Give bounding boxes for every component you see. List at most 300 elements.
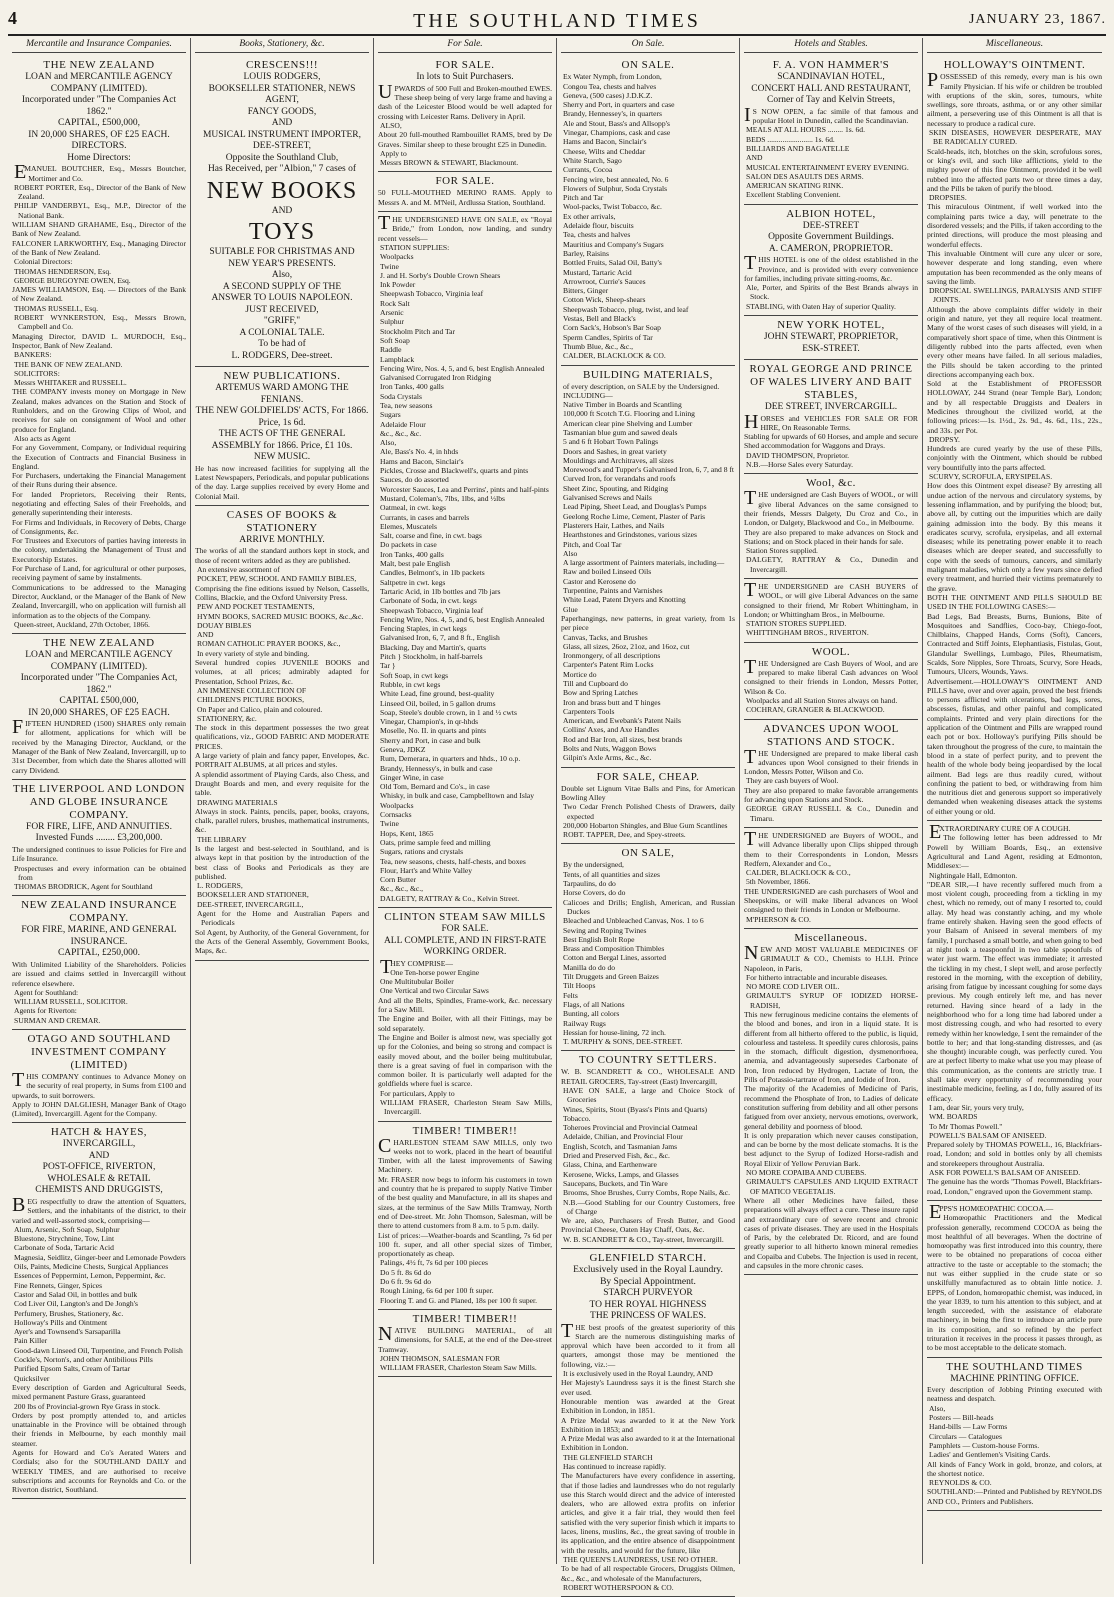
- ad-text: A Prize Medal was awarded to it at the New York Exhibition in 1853; and: [561, 1415, 735, 1434]
- ad-text: Bunting, all colors: [563, 1009, 620, 1019]
- ad-text: Kerosene, Wicks, Lamps, and Glasses: [563, 1169, 679, 1179]
- ad-text: Currants, in cases and barrels: [380, 512, 470, 522]
- ad-text: With Unlimited Liability of the Shareholders. Policies are issued and claims settled in Invercargill without reference elsewhere.: [12, 959, 186, 988]
- ad-text: THOMAS RUSSELL, Esq.: [14, 303, 98, 313]
- ad-subheading: ARTEMUS WARD AMONG THE FENIANS.: [215, 383, 349, 405]
- ad-text: Fencing wire, best annealed, No. 6: [563, 174, 669, 184]
- ad-text: 5 and 6 ft Hobart Town Palings: [563, 437, 659, 447]
- ad-text: THE COMPANY invests money on Mortgage in New Zealand, makes advances on the Station and Stock of Runholders, and on the Growing Clips of Wool, and receives for sale on consignment of Wool and other produce for England.: [12, 387, 186, 434]
- ad-subheading: In lots to Suit Purchasers.: [416, 72, 514, 83]
- ad-text: Rubble, in cwt kegs: [380, 679, 441, 689]
- ad-text: Glass, China, and Earthenware: [563, 1160, 657, 1170]
- ad-text: BANKERS:: [14, 350, 52, 360]
- ad-text: Cod Liver Oil, Langton's and De Jongh's: [14, 1299, 139, 1309]
- ad-text: Plasterers Hair, Lathes, and Nails: [563, 520, 665, 530]
- ad-text: They are also prepared to make advances on Stock and Stations; and on Stock placed in their hands for sale.: [744, 527, 918, 546]
- ad-text: Ale, Porter, and Spirits of the Best Brands always in Stock.: [746, 283, 918, 302]
- ad-text: Bitters, Ginger: [563, 286, 609, 296]
- ad-text: Hessian for house-lining, 72 inch.: [563, 1027, 666, 1037]
- ad-subheading: STARCH PURVEYOR: [603, 1288, 693, 1299]
- ad-text: ROMAN CATHOLIC PRAYER BOOKS, &c.,: [197, 639, 341, 649]
- ad-text: Carpenter's Patent Rim Locks: [563, 660, 654, 670]
- ad-text: Iron Tanks, 400 galls: [380, 549, 444, 559]
- ad-text: Good-dawn Linseed Oil, Turpentine, and French Polish: [14, 1345, 183, 1355]
- ad-text: Thumb Blue, &c., &c.,: [563, 341, 634, 351]
- ad-text: HYMN BOOKS, SACRED MUSIC BOOKS, &c.,&c.: [197, 611, 364, 621]
- ad-text: Sheepwash Tobacco, Virginia leaf: [380, 289, 484, 299]
- ad-text: J. and H. Sorby's Double Crown Shears: [380, 270, 501, 280]
- ad-text: &c., &c., &c.: [380, 428, 422, 438]
- ad-text: WM. BOARDS: [929, 1112, 978, 1122]
- ad-subheading: NEW BOOKS: [206, 177, 358, 204]
- ad-headline: THE SOUTHLAND TIMES: [946, 1360, 1083, 1373]
- ad-text: Candles, Belmont's, in 1lb packets: [380, 568, 485, 578]
- advertisement: [195, 506, 369, 961]
- ad-subheading: THE ACTS OF THE GENERAL ASSEMBLY for 1866. Price, £1 10s.: [211, 429, 353, 451]
- ad-text: Is the largest and best-selected in Southland, and is always kept in that position by the introduction of the best class of Books and Periodicals as they are published.: [195, 843, 369, 881]
- ad-text: Double set Lignum Vitae Balls and Pins, for American Bowling Alley: [561, 783, 735, 802]
- advertisement: [561, 56, 735, 365]
- ad-text: Oatmeal, in cwt. kegs: [380, 503, 447, 513]
- ad-text: Ale, Bass's No. 4, in hhds: [380, 447, 459, 457]
- ad-text: Collins' Axes, and Axe Handles: [563, 725, 660, 735]
- ad-text: Tents, of all quantities and sizes: [563, 869, 660, 879]
- ad-headline: F. A. VON HAMMER'S: [772, 59, 890, 72]
- ad-text: It is only preparation which never causes constipation, and can be borne by the most delicate stomachs. It is the best adjunct to the Syrup of Iodized Horse-radish and Royal Elixir of Yellow Peruvian Bark.: [744, 1130, 918, 1168]
- ad-text: NO MORE COPAIBA AND CUBEBS.: [746, 1168, 867, 1178]
- ad-headline: ON SALE,: [621, 847, 675, 860]
- ad-text: Lampblack: [380, 354, 415, 364]
- ad-text: Vestas, Bell and Black's: [563, 314, 636, 324]
- advertisement: [744, 316, 918, 360]
- ad-text: SOUTHLAND:—Printed and Published by REYNOLDS AND CO., Printers and Publishers.: [927, 1487, 1102, 1506]
- advertisement: [12, 56, 186, 634]
- ad-text: Fencing Wire, Nos. 4, 5, and 6, best English Annealed: [380, 363, 545, 373]
- ad-text: THE BANK OF NEW ZEALAND.: [14, 359, 123, 369]
- ad-text: Sauces, do do assorted: [380, 475, 449, 485]
- ad-text: Native Timber in Boards and Scantling: [563, 400, 682, 410]
- ad-subheading: BOOKSELLER STATIONER, NEWS AGENT,: [208, 83, 356, 106]
- ad-text: Mustard, Coleman's, 7lbs, 1lbs, and ½lbs: [380, 493, 505, 503]
- ad-headline: OTAGO AND SOUTHLAND INVESTMENT COMPANY (LIMITED): [27, 1032, 171, 1071]
- ad-text: White Starch, Sago: [563, 155, 622, 165]
- ad-text: Posters — Bill-heads: [929, 1413, 994, 1423]
- ad-headline: NEW YORK HOTEL,: [777, 319, 885, 332]
- ad-text: Saltpetre in cwt. kegs: [380, 577, 446, 587]
- ad-text: Castor and Salad Oil, in bottles and bulk: [14, 1289, 138, 1299]
- ad-text: In every variety of style and binding.: [197, 648, 310, 658]
- ad-text: Pamphlets — Custom-house Forms.: [929, 1440, 1040, 1450]
- ad-text: Rum, Demerara, in quarters and hhds., 10 o.p.: [380, 754, 521, 764]
- ad-subheading: LOAN and MERCANTILE AGENCY: [25, 650, 173, 661]
- ad-text: A Prize Medal was also awarded to it at the International Exhibition in London.: [561, 1434, 735, 1453]
- ad-text: MEALS AT ALL HOURS ........ 1s. 6d.: [746, 125, 865, 135]
- ad-text: THE undersigned are Cash Buyers of WOOL, or will give liberal Advances on the same consigned to their friends, Messrs Dalgety, Du Croz and Co., in London, or Dalgety, Blackwood and Co., in Melbourne.: [744, 487, 918, 528]
- ad-text: WILLIAM FRASER, Charleston Steam Saw Mills.: [380, 1363, 537, 1373]
- ad-subheading: Incorporated under "The Companies Act 1862.": [21, 95, 177, 117]
- ad-text: Railway Rugs: [563, 1018, 606, 1028]
- ad-text: Worcester Sauces, Lea and Perrins', pints and half-pints: [380, 484, 549, 494]
- ad-text: THE Undersigned are prepared to make liberal cash advances upon Wool consigned to their friends in London, Messrs Potter, Wilson and Co.: [744, 745, 918, 777]
- column-1: [8, 38, 191, 1564]
- ad-subheading: L. RODGERS, Dee-street.: [231, 350, 333, 361]
- ad-text: Tea, new seasons, chests, half-chests, and boxes: [380, 856, 526, 866]
- ad-text: Soap, Steele's double crown, in 1 and ½ cwts: [380, 707, 517, 717]
- advertisement: [744, 828, 918, 929]
- ad-text: AND: [197, 630, 214, 640]
- ad-headline: TIMBER! TIMBER!!: [412, 1312, 518, 1325]
- ad-text: Rod and Bar Iron, all sizes, best brands: [563, 734, 683, 744]
- ad-text: A large variety of plain and fancy paper, Envelopes, &c. PORTRAIT ALBUMS, at all prices and styles.: [195, 751, 369, 770]
- ad-text: For landed Proprietors, Receiving their Rents, negotiating and effecting Sales of their Freeholds, and generally superintending their interests.: [12, 489, 186, 518]
- advertisement: [378, 1122, 552, 1310]
- ad-text: DALGETY, RATTRAY & Co., Dunedin and Invercargill.: [746, 555, 918, 574]
- ad-text: Elemes, Muscatels: [380, 521, 437, 531]
- ad-text: Saucepans, Buckets, and Tin Ware: [563, 1178, 668, 1188]
- ad-text: Till and Cupboard do: [563, 679, 628, 688]
- ad-text: Iron Tanks, 400 galls: [380, 382, 444, 392]
- ad-headline: BUILDING MATERIALS,: [583, 368, 713, 381]
- ad-text: Sold at the Establishment of PROFESSOR HOLLOWAY, 244 Strand (near Temple Bar), London; and by all respectable Druggists and Dealers in Medicines throughout the civilized world, at the following prices:—1s. 1½d., 2s. 9d., 4s. 6d., 11s., 22s., and 33s. per Pot.: [927, 379, 1102, 435]
- ad-text: MUSICAL ENTERTAINMENT EVERY EVENING.: [746, 162, 909, 172]
- ad-text: Adelaide flour, biscuits: [563, 221, 634, 231]
- advertisement: [561, 1051, 735, 1249]
- ad-text: Purified Epsom Salts, Cream of Tartar: [14, 1364, 131, 1374]
- ad-text: Agents for Howard and Co's Aerated Waters and Cordials; also for the SOUTHLAND DAILY and WEEKLY TIMES, and are authorised to receive subscriptions and accounts for Reynolds and Co. or the Riverton district, Southland.: [12, 1447, 186, 1495]
- ad-text: Cockle's, Norton's, and other Antibilious Pills: [14, 1355, 153, 1365]
- column-heading: Miscellaneous.: [927, 38, 1102, 53]
- ad-headline: ON SALE.: [621, 59, 675, 72]
- ad-text: One Ten-horse power Engine: [390, 967, 480, 977]
- ad-text: White Lead, Patent Dryers and Knotting: [563, 595, 686, 605]
- advertisement: [744, 474, 918, 579]
- ad-text: Do packets in case: [380, 540, 437, 550]
- ad-text: DOUAY BIBLES: [197, 620, 252, 630]
- ad-text: Iron and brass butt and T hinges: [563, 697, 661, 707]
- ad-text: Hops, Kent, 1865: [380, 828, 434, 838]
- ad-headline: TO COUNTRY SETTLERS.: [578, 1054, 718, 1067]
- ad-subheading: JUST RECEIVED,: [245, 304, 319, 315]
- ad-subheading: FOR SALE.: [441, 924, 489, 935]
- ad-text: Tea, new seasons: [380, 401, 433, 410]
- ad-text: Flags, of all Nations: [563, 999, 625, 1009]
- ad-text: Sol Agent, by Authority, of the General Government, for the Acts of the General Assembly, Government Books, Maps, &c.: [195, 927, 369, 956]
- ad-subheading: DEE STREET, INVERCARGILL.: [764, 402, 898, 413]
- ad-text: For Purchase of Land, for agricultural or other purposes, receiving payment of same by instalments.: [12, 564, 186, 583]
- ad-subheading: IN 20,000 SHARES, OF £25 EACH.: [28, 129, 170, 140]
- ad-text: Apply to JOHN DALGLIESH, Manager Bank of Otago (Limited), Invercargill. Agent for the Company.: [12, 1099, 186, 1119]
- ad-headline: FOR SALE.: [435, 59, 495, 72]
- ad-text: &c., &c., &c.,: [380, 884, 424, 894]
- ad-headline: CLINTON STEAM SAW MILLS: [384, 911, 546, 924]
- ad-text: For hitherto intractable and incurable diseases.: [746, 972, 888, 982]
- ad-text: Vinegar, Champion's, in qr-hhds: [380, 717, 479, 727]
- ad-text: Fencing Wire, Nos. 4, 5, and 6, best English Annealed: [380, 614, 545, 624]
- ad-text: Flour, Hart's and White Valley: [380, 865, 473, 875]
- ad-text: Hams and Bacon, Sinclair's: [563, 137, 647, 147]
- ad-subheading: NEW MUSIC.: [253, 452, 311, 463]
- ad-text: Comprising the fine editions issued by Nelson, Cassells, Collins, Blackie, and the Oxford University Press.: [195, 583, 369, 602]
- ad-text: Carbonate of Soda, Tartaric Acid: [14, 1243, 114, 1253]
- ad-headline: WOOL.: [811, 645, 851, 658]
- ad-text: Flooring T. and G. and Planed, 18s per 100 ft super.: [380, 1295, 538, 1305]
- ad-text: Flowers of Sulphur, Soda Crystals: [563, 183, 668, 193]
- ad-subheading: Has Received, per "Albion," 7 cases of: [207, 164, 357, 175]
- ad-text: M'PHERSON & CO.: [746, 914, 811, 924]
- ad-text: DEE-STREET, INVERCARGILL,: [197, 899, 304, 909]
- ad-headline: ADVANCES UPON WOOL STATIONS AND STOCK.: [763, 722, 899, 748]
- ad-text: Nightingale Hall, Edmonton.: [929, 870, 1018, 880]
- ad-text: This invaluable Ointment will cure any ulcer or sore, however desperate and long standing, even where amputation has been recommended as the only means of saving the limb.: [927, 248, 1102, 286]
- ad-headline: TIMBER! TIMBER!!: [412, 1124, 518, 1137]
- ad-text: Agent for the Home and Australian Papers and Periodicals: [197, 909, 369, 928]
- ad-text: SALON DES ASAULTS DES ARMS.: [746, 171, 864, 181]
- ad-text: Moselle, No. II. in quarts and pints: [380, 726, 487, 736]
- ad-text: Wines, Spirits, Stout (Byass's Pints and Quarts): [563, 1104, 708, 1114]
- ad-headline: CRESCENS!!!: [245, 59, 319, 72]
- column-heading: On Sale.: [561, 38, 735, 53]
- ad-headline: NEW PUBLICATIONS.: [223, 370, 341, 383]
- ad-text: AND: [746, 153, 763, 163]
- ad-text: Where all other Medicines have failed, these preparations will always effect a cure. These insure rapid and extraordinary cure of severe recent and chronic cases of private diseases. They are used in the Hospitals of Paris, by the celebrated Dr. Ricord, and are found greatly superior to all hitherto known mineral remedies and Copaiba and Cubebs. The Injection is used in recent, and capsules in the more chronic cases.: [744, 1195, 918, 1270]
- ad-text: CALDER, BLACKLOCK & CO.,: [746, 868, 851, 878]
- ad-subheading: DEE-STREET,: [252, 141, 312, 152]
- ad-subheading: MUSICAL INSTRUMENT IMPORTER,: [202, 129, 362, 140]
- ad-text: American clear pine Shelving and Lumber: [563, 418, 693, 428]
- ad-subheading: AND: [271, 118, 293, 129]
- ad-text: NATIVE BUILDING MATERIAL, of all dimensions, for SALE, at the end of the Dee-street Tramway.: [378, 1322, 552, 1354]
- ad-text: STABLING, with Oaten Hay of superior Quality.: [746, 301, 896, 311]
- ad-text: PHILIP VANDERBYL, Esq., M.P., Director of the National Bank.: [14, 201, 186, 220]
- ad-text: Do 6 ft. 9s 6d do: [380, 1277, 432, 1287]
- ad-subheading: MACHINE PRINTING OFFICE.: [950, 1373, 1079, 1384]
- ad-text: THE LIBRARY: [197, 834, 247, 844]
- column-heading: Mercantile and Insurance Companies.: [12, 38, 186, 53]
- ad-text: Fencing Staples, in cwt kegs: [380, 624, 467, 634]
- ad-text: JAMES WILLIAMSON, Esq. — Directors of the Bank of New Zealand.: [12, 285, 186, 304]
- ad-text: Tasmanian blue gum and sawed deals: [563, 427, 678, 437]
- ad-text: To Mr Thomas Powell.": [929, 1121, 1003, 1131]
- ad-text: Sugars, rations and crystals: [380, 847, 464, 857]
- ad-text: Stabling for upwards of 60 Horses, and ample and secure Shed accommodation for Waggons and Drays.: [744, 432, 918, 451]
- ad-subheading: ANSWER TO LOUIS NAPOLEON.: [211, 293, 353, 304]
- ad-headline: HATCH & HAYES,: [50, 1126, 148, 1139]
- ad-text: Ale and Stout, Bass's and Allsopp's: [563, 118, 670, 128]
- ad-text: Colonial Directors:: [14, 257, 73, 267]
- ad-subheading: Invested Funds ........ £3,200,000.: [35, 833, 163, 844]
- ad-text: Mouldings and Architraves, all sizes: [563, 455, 674, 465]
- ad-text: NEW AND MOST VALUABLE MEDICINES OF GRIMAULT & CO., Chemists to H.I.H. Prince Napoleon, in Paris,: [744, 941, 918, 973]
- ad-text: INCLUDING—: [563, 390, 613, 400]
- ad-text: The works of all the standard authors kept in stock, and those of recent writers added as they are published.: [195, 546, 369, 565]
- ad-subheading: Home Directors:: [67, 152, 131, 163]
- ad-text: Carbonate of Soda, in cwt. kegs: [380, 596, 477, 606]
- ad-headline: FOR SALE, CHEAP.: [596, 770, 700, 783]
- ad-text: EMANUEL BOUTCHER, Esq., Messrs Boutcher, Mortimer and Co.: [14, 161, 186, 184]
- ad-text: Cotton and Bergal Lines, assorted: [563, 953, 666, 963]
- ad-text: Bow and Spring Latches: [563, 688, 638, 698]
- ad-text: Gilpin's Axle Arms, &c., &c.: [563, 753, 652, 763]
- ad-text: 50 FULL-MOUTHED MERINO RAMS. Apply to Messrs A. and M. M'Neil, Ardlussa Station, Southland.: [378, 188, 552, 207]
- ad-text: SOLICITORS:: [14, 368, 60, 378]
- column-6: [923, 38, 1106, 1564]
- ad-text: Brandy, Hennessey's, in quarters: [563, 109, 662, 119]
- ad-text: 100,000 ft Scotch T.G. Flooring and Lining: [563, 409, 695, 419]
- ad-subheading: THE PRINCESS OF WALES.: [590, 1311, 706, 1322]
- ad-text: ROBERT WOTHERSPOON & CO.: [563, 1582, 674, 1592]
- ad-subheading: DEE-STREET: [802, 220, 860, 231]
- ad-text: SCURVY, SCROFULA, ERYSIPELAS.: [929, 472, 1053, 482]
- ad-text: WILLIAM FRASER, Charleston Steam Saw Mills, Invercargill.: [380, 1097, 552, 1117]
- column-3: [374, 38, 557, 1564]
- ad-text: Tea, chests and halves: [563, 230, 631, 240]
- ad-text: Apply to: [380, 148, 407, 158]
- ad-text: DRAWING MATERIALS: [197, 797, 278, 807]
- ad-text: Tilt Hoops: [563, 981, 596, 991]
- ad-text: Managing Director, DAVID L. MURDOCH, Esq., Inspector, Bank of New Zealand.: [12, 331, 186, 350]
- ad-subheading: LOAN and MERCANTILE AGENCY: [25, 72, 173, 83]
- ad-text: Scald-heads, itch, blotches on the skin, scrofulous sores, or king's evil, and such like afflictions, yield to the mighty power of this fine Ointment, provided it be well rubbed into the affected parts two or three times a day, and the Pills be taken of purify the blood.: [927, 146, 1102, 193]
- advertisement: [561, 366, 735, 768]
- ad-text: Hundreds are cured yearly by the use of these Pills, conjointly with the Ointment, which should be rubbed very bountifully into the parts affected.: [927, 444, 1102, 472]
- ad-text: Quicksilver: [14, 1373, 50, 1383]
- ad-headline: THE NEW ZEALAND: [43, 637, 155, 650]
- ad-text: STATIONERY, &c.: [197, 713, 257, 723]
- ad-text: AN IMMENSE COLLECTION OF: [197, 685, 307, 695]
- ad-text: Rough Lining, 6s 6d per 100 ft super.: [380, 1286, 494, 1296]
- advertisement: [378, 172, 552, 212]
- ad-text: GEORGE GRAY RUSSELL & Co., Dunedin and Timaru.: [746, 804, 918, 823]
- ad-text: For any Government, Company, or Individual requiring the Execution of Contracts and Financial Business in England.: [12, 443, 186, 471]
- ad-text: THE GLENFIELD STARCH: [563, 1452, 653, 1462]
- ad-text: 200 lbs of Provincial-grown Rye Grass in stock.: [14, 1401, 161, 1411]
- advertisement: [378, 212, 552, 908]
- ad-text: They are cash buyers of Wool.: [746, 776, 839, 786]
- advertisement: [744, 360, 918, 474]
- ad-text: Woolpacks: [380, 252, 414, 262]
- ad-text: American, and Ewebank's Patent Nails: [563, 716, 681, 726]
- advertisement: [378, 908, 552, 1122]
- column-5: [740, 38, 923, 1564]
- ad-text: NO MORE COD LIVER OIL.: [746, 982, 840, 992]
- ad-text: Raddle: [380, 345, 402, 355]
- ad-text: UPWARDS of 500 Full and Broken-mouthed EWES. These sheep being of very large frame and having a dash of the Leicester Blood would be well adapted for crossing with Leicester Rams. Delivery in April.: [378, 80, 552, 121]
- advertisement: [927, 1358, 1102, 1511]
- ad-headline: Miscellaneous.: [794, 931, 868, 944]
- ad-text: DROPSY.: [929, 434, 960, 444]
- ad-headline: ROYAL GEORGE AND PRINCE OF WALES LIVERY AND BAIT STABLES,: [749, 363, 913, 402]
- ad-text: L. RODGERS,: [197, 881, 243, 891]
- ad-subheading: CONCERT HALL AND RESTAURANT,: [751, 83, 911, 94]
- advertisement: [927, 821, 1102, 1201]
- ad-text: BOOKSELLER AND STATIONER,: [197, 890, 309, 900]
- ad-text: THIS HOTEL is one of the oldest established in the Province, and is provided with every convenience for families, including private sitting-rooms, &c.: [744, 252, 918, 283]
- ad-text: HAVE ON SALE, a large and Choice Stock of Groceries: [563, 1085, 735, 1105]
- ad-text: One Multitubular Boiler: [380, 977, 454, 987]
- ad-text: Doors and Sashes, in great variety: [563, 446, 667, 456]
- ad-text: 200,000 Hobarton Shingles, and Blue Gum Scantlines: [563, 820, 728, 830]
- ad-text: The stock in this department possesses the two great qualifications, viz., GOOD FABRIC AND MODERATE PRICES.: [195, 723, 369, 751]
- ad-text: And all the Belts, Spindles, Frame-work, &c. necessary for a Saw Mill.: [378, 995, 552, 1015]
- ad-text: For particulars, Apply to: [380, 1088, 455, 1098]
- ad-text: For Purchasers, undertaking the Financial Management of their Runs during their absence.: [12, 471, 186, 490]
- ad-text: Bolts and Nuts, Waggon Bows: [563, 744, 657, 754]
- ad-text: WILLIAM RUSSELL, SOLICITOR.: [14, 997, 128, 1007]
- ad-text: This new ferruginous medicine contains the elements of the blood and bones, and iron in a liquid state. It is different from all hitherto offered to the public, is liquid, colourless and tasteless. It speedily cures chlorosis, pains in the stomach, difficult digestion, dysmenorrhoea, anemia, and advantageously supersedes Carbonate of Iron, Iron reduced by Hydrogen, Lactate of Iron, the Pills of Potassio-tartrate of Iron, and Iodide of Iron.: [744, 1009, 918, 1085]
- ad-text: Galvanised Iron, 6, 7, and 8 ft., English: [380, 633, 500, 643]
- ad-subheading: TO HER ROYAL HIGHNESS: [589, 1299, 707, 1310]
- ad-text: THEY COMPRISE—: [380, 955, 454, 978]
- ad-text: Mauritius and Company's Sugars: [563, 239, 664, 249]
- ad-text: ALSO,: [380, 120, 402, 130]
- ad-text: The majority of the Academies of Medicine of Paris, recommend the Phosphate of Iron, to Ladies of delicate constitution suffering from debility and all other persons fatigued from over anxiety, nervous emotions, overwork, general debility and poorness of blood.: [744, 1084, 918, 1131]
- ad-text: Tar }: [380, 661, 396, 671]
- ad-subheading: CAPITAL £500,000,: [59, 696, 139, 707]
- ad-text: Sherry and Port, in case and bulk: [380, 735, 481, 745]
- ad-text: Woolpacks and all Station Stores always on hand.: [746, 695, 898, 705]
- ad-text: Excellent Stabling Convenient.: [746, 190, 841, 200]
- ad-text: WILLIAM SHAND GRAHAME, Esq., Director of the Bank of New Zealand.: [12, 220, 186, 239]
- ad-text: Perfumery, Brushes, Stationery, &c.: [14, 1308, 124, 1318]
- ad-headline: Wool, &c.: [806, 477, 856, 490]
- advertisement: [927, 1201, 1102, 1358]
- ad-text: Turpentine, Paints and Varnishes: [563, 586, 663, 596]
- ad-text: Every description of Jobbing Printing executed with neatness and despatch.: [927, 1385, 1102, 1404]
- ad-text: Rock Salt: [380, 298, 410, 308]
- ad-subheading: Incorporated under "The Companies Act, 1862.": [20, 673, 178, 695]
- ad-text: Magnesia, Seidlitz, Ginger-beer and Lemonade Powders: [14, 1252, 186, 1262]
- ad-text: Holloway's Pills and Ointment: [14, 1317, 108, 1327]
- ad-text: Malt, best pale English: [380, 559, 451, 569]
- ad-text: Toheroes Provincial and Provincial Oatmeal: [563, 1123, 698, 1133]
- ad-subheading: To be had of: [258, 339, 306, 350]
- ad-text: Cornsacks: [380, 810, 412, 820]
- ad-text: ROBERT PORTER, Esq., Director of the Bank of New Zealand.: [14, 182, 186, 202]
- advertisement: [195, 56, 369, 367]
- ad-text: THIS COMPANY continues to Advance Money on the security of real property, in Sums from £100 and upwards, to suit borrowers.: [12, 1068, 186, 1100]
- ad-text: Raw and boiled Linseed Oils: [563, 567, 652, 577]
- ad-text: Wool-packs, Twist Tobacco, &c.: [563, 202, 662, 212]
- ad-text: Mr. FRASER now begs to inform his customers in town and country that he is prepared to supply Native Timber of the best quality and Manufacture, in all its shapes and sizes, at the terminus of the Saw Mills Tramway, North end of Dee-street. Mr. John Thomson, Salesman, will be there to attend customers from 8 a.m. to 5 p.m. daily.: [378, 1174, 552, 1231]
- ad-text: Sperm Candles, Spirits of Tar: [563, 332, 653, 342]
- ad-text: THOMAS HENDERSON, Esq.: [14, 266, 112, 276]
- ad-text: Brooms, Shoe Brushes, Curry Combs, Rope Nails, &c.: [563, 1188, 731, 1198]
- ad-text: Although the above complaints differ widely in their origin and nature, yet they all require local treatment. Many of the worst cases of such diseases will yield, in a comparatively short space of time, when this Ointment is diligently rubbed into the parts affected, even when every other means have failed. In all serious maladies, the Pills should be taken according to the printed directions accompanying each box.: [927, 304, 1102, 379]
- ad-text: GRIMAULT'S SYRUP OF IODIZED HORSE-RADISH,: [746, 991, 918, 1010]
- ad-text: Sewing and Roping Twines: [563, 925, 647, 935]
- ad-text: Ex Water Nymph, from London,: [563, 72, 662, 82]
- ad-subheading: THE NEW GOLDFIELDS' ACTS, For 1866. Price, 1s 6d.: [195, 406, 369, 428]
- ad-text: Prospectuses and every information can be obtained from: [14, 863, 186, 882]
- ad-text: Blacking, Day and Martin's, quarts: [380, 642, 486, 652]
- ad-text: Ginger Wine, in case: [380, 772, 444, 782]
- ad-subheading: SCANDINAVIAN HOTEL,: [777, 72, 885, 83]
- page-mark: 4: [8, 8, 17, 28]
- ad-text: For Firms and Individuals, in Recovery of Debts, Charge of Consignments, &c.: [12, 517, 186, 536]
- ad-text: About 20 full-mouthed Rambouillet RAMS, bred by De Graves. Similar sheep to these brought £25 in Dunedin.: [378, 130, 552, 149]
- ad-text: Bottled Fruits, Salad Oil, Batty's: [563, 258, 662, 268]
- ad-subheading: CAPITAL, £250,000.: [57, 948, 141, 959]
- ad-subheading: A SECOND SUPPLY OF THE: [222, 281, 342, 292]
- ad-text: EPPS'S HOMŒOPATHIC COCOA.—: [929, 1200, 1054, 1223]
- ad-subheading: COMPANY (LIMITED).: [50, 661, 148, 672]
- ad-text: Advertisement.—HOLLOWAY'S OINTMENT AND PILLS have, over and over again, proved the best friends to persons afflicted with ulcerations, bad legs, sores, abscesses, fistulas, and other painful and complicated complaints. Printed and very plain directions for the application of the Ointment and Pills are wrapped round each pot or box. Holloway's purifying Pills should be taken throughout the progress of the cure, to maintain the blood in a state of perfect purity, and to prevent the health of the whole body being jeopardised by the local ailment. Bad legs are thus readily cured, without confining the patient to bed, or withdrawing from him the nutritious diet and generous support so imperatively demanded when weakening diseases attack the systems of either young or old.: [927, 676, 1102, 816]
- ad-text: STATION STORES SUPPLIED.: [746, 619, 847, 629]
- ad-text: Agent for Southland:: [14, 987, 79, 997]
- ad-text: Best English Bolt Rope: [563, 934, 635, 944]
- ad-headline: THE LIVERPOOL AND LONDON AND GLOBE INSURANCE COMPANY.: [13, 782, 185, 821]
- ad-subheading: TOYS: [248, 219, 316, 246]
